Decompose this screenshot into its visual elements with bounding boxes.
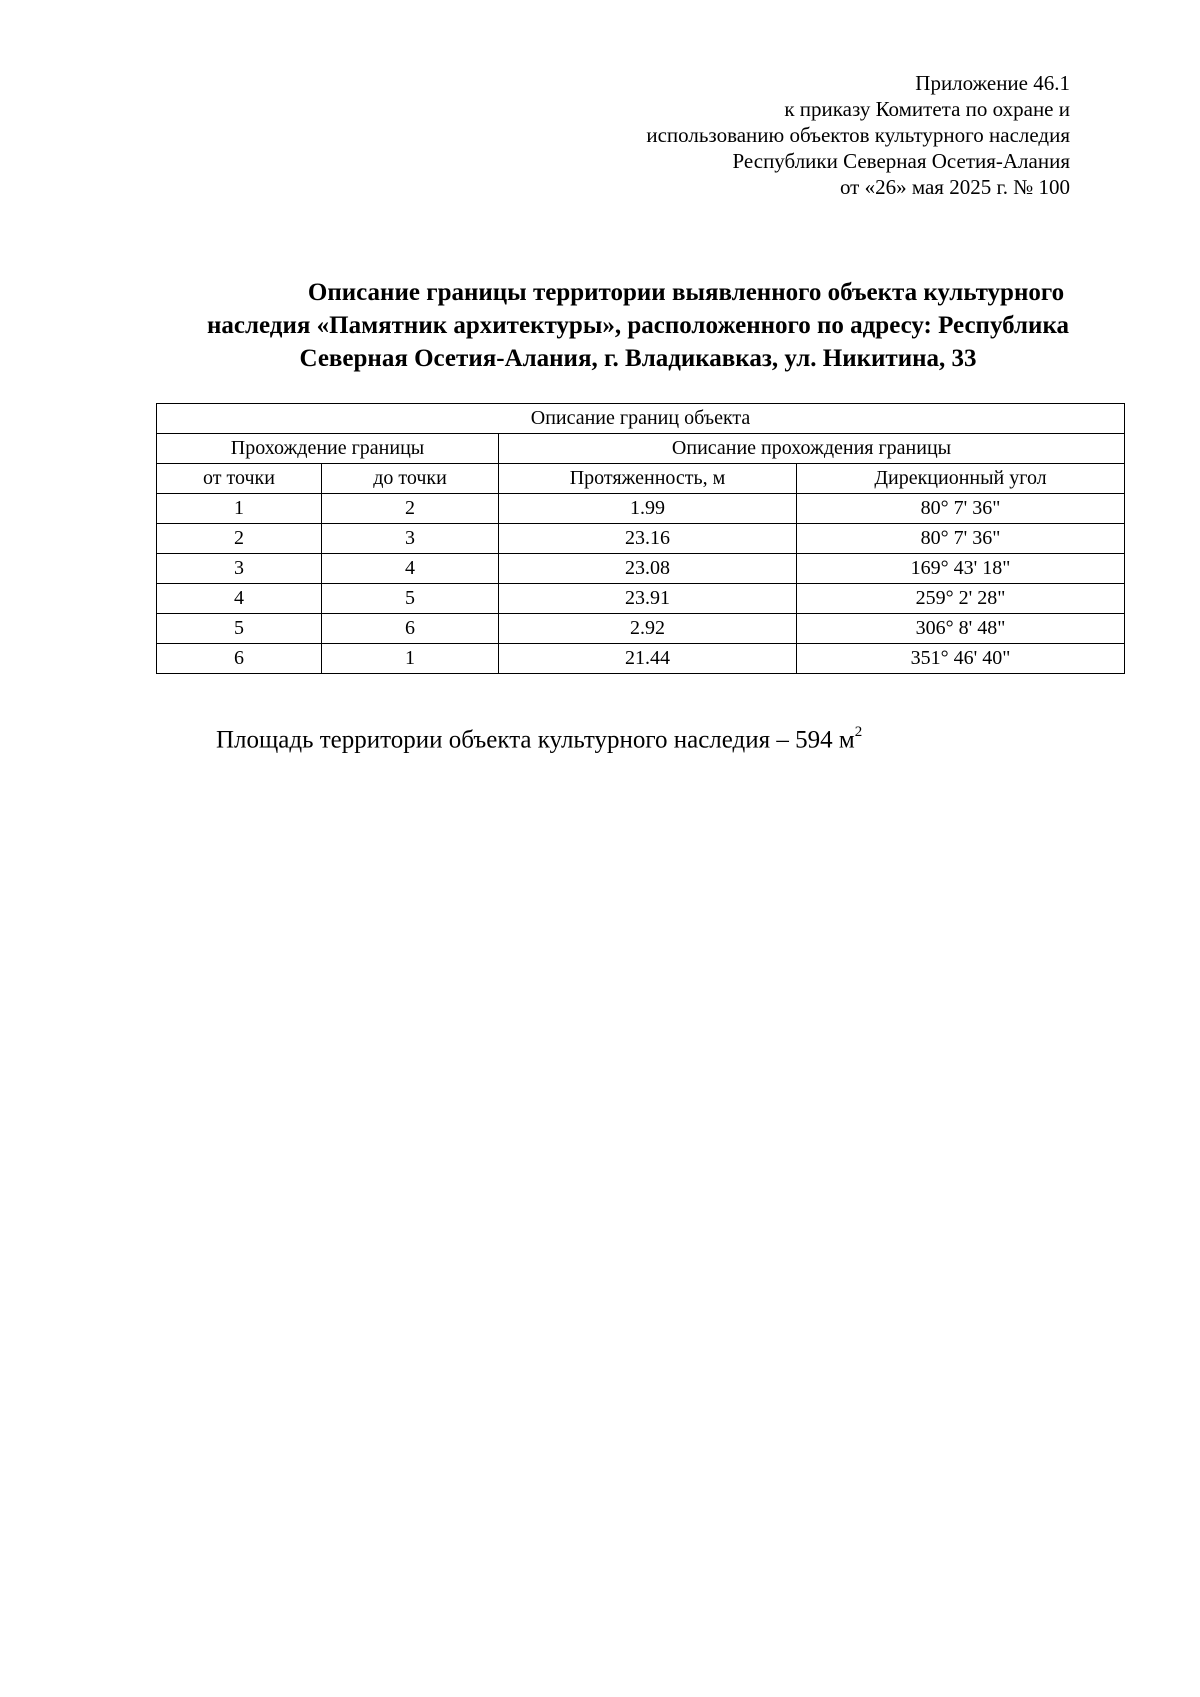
group-header-passage: Прохождение границы [157,434,499,464]
document-title [140,276,1136,375]
length-cell: 23.08 [499,554,797,584]
boundary-table [156,403,1125,674]
table-row [157,614,1125,644]
header-line: Республики Северная Осетия-Алания [732,149,1070,173]
to-point-cell: 4 [322,554,499,584]
angle-cell: 169° 43' 18" [797,554,1125,584]
area-unit-superscript: 2 [854,724,863,740]
angle-cell: 80° 7' 36" [797,524,1125,554]
table-row [157,494,1125,524]
header-line: от «26» мая 2025 г. № 100 [839,175,1070,199]
length-cell: 23.16 [499,524,797,554]
to-point-cell: 5 [322,584,499,614]
column-header-length: Протяженность, м [499,464,797,494]
table-row [157,524,1125,554]
column-header-to-point: до точки [322,464,499,494]
area-statement [216,718,862,756]
column-header-from-point: от точки [157,464,322,494]
from-point-cell: 2 [157,524,322,554]
length-cell: 23.91 [499,584,797,614]
from-point-cell: 4 [157,584,322,614]
length-cell: 21.44 [499,644,797,674]
title-line: Северная Осетия-Алания, г. Владикавказ, ул. Никитина, 33 [299,345,977,372]
angle-cell: 80° 7' 36" [797,494,1125,524]
length-cell: 1.99 [499,494,797,524]
table-caption: Описание границ объекта [157,404,1125,434]
table-row [157,644,1125,674]
from-point-cell: 3 [157,554,322,584]
appendix-header [510,70,1070,200]
table-row [157,584,1125,614]
angle-cell: 351° 46' 40" [797,644,1125,674]
angle-cell: 259° 2' 28" [797,584,1125,614]
to-point-cell: 6 [322,614,499,644]
header-line: использованию объектов культурного наследия [646,123,1070,147]
title-line: Описание границы территории выявленного объекта культурного [307,279,1065,306]
column-header-direction-angle: Дирекционный угол [797,464,1125,494]
from-point-cell: 5 [157,614,322,644]
group-header-description: Описание прохождения границы [499,434,1125,464]
to-point-cell: 2 [322,494,499,524]
area-text: Площадь территории объекта культурного наследия – 594 м [216,726,855,754]
to-point-cell: 1 [322,644,499,674]
header-line: к приказу Комитета по охране и [784,97,1070,121]
length-cell: 2.92 [499,614,797,644]
angle-cell: 306° 8' 48" [797,614,1125,644]
header-line: Приложение 46.1 [915,71,1070,95]
table-row [157,554,1125,584]
from-point-cell: 1 [157,494,322,524]
title-line: наследия «Памятник архитектуры», расположенного по адресу: Республика [207,312,1069,339]
to-point-cell: 3 [322,524,499,554]
from-point-cell: 6 [157,644,322,674]
